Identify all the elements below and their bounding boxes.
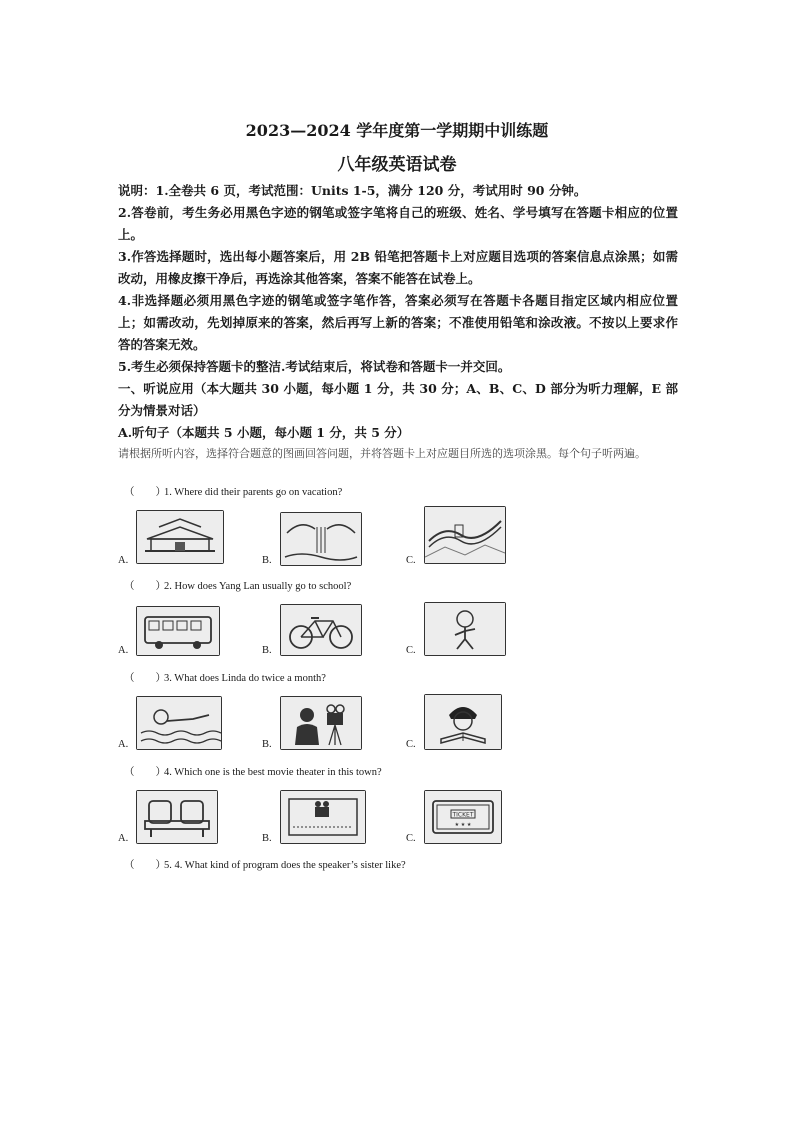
option-label[interactable]: A. [118,555,129,566]
option-label[interactable]: A. [118,833,129,844]
answer-bracket[interactable]: （ ） [124,487,166,498]
question-text: 2. How does Yang Lan usually go to school? [164,581,352,592]
option-label[interactable]: A. [118,645,129,656]
bus-icon[interactable] [136,606,220,656]
bicycle-icon[interactable] [280,604,362,656]
option-label[interactable]: B. [262,645,272,656]
instruction-1: 说明：1.全卷共 6 页，考试范围：Units 1-5，满分 120 分，考试用时 90 分钟。 [118,183,587,198]
instruction-4: 4.非选择题必须用黑色字迹的钢笔或签字笔作答，答案必须写在答题卡各题目指定区域内相应位置上；如需改动，先划掉原来的答案，然后再写上新的答案；不准使用铅笔和涂改液。不按以上要求作答的答案无效。 [118,293,678,352]
question-text: 3. What does Linda do twice a month? [164,673,326,684]
option-label[interactable]: C. [406,833,416,844]
option-label[interactable]: B. [262,833,272,844]
question-1 [124,484,342,499]
option-label[interactable]: C. [406,555,416,566]
question-4 [124,764,382,779]
part-a-heading: A.听句子（本题共 5 小题，每小题 1 分，共 5 分） [118,425,410,440]
question-2 [124,578,351,593]
question-text: 4. Which one is the best movie theater in this town? [164,767,382,778]
reading-boy-icon[interactable] [424,694,502,750]
option-label[interactable]: A. [118,739,129,750]
answer-bracket[interactable]: （ ） [124,673,166,684]
instruction-3: 3.作答选择题时，选出每小题答案后，用 2B 铅笔把答题卡上对应题目选项的答案信息点涂黑；如需改动，用橡皮擦干净后，再选涂其他答案，答案不能答在试卷上。 [118,249,678,286]
option-label[interactable]: C. [406,645,416,656]
option-label[interactable]: B. [262,555,272,566]
ticket-label: TICKET [452,811,474,819]
option-label[interactable]: B. [262,739,272,750]
waterfall-icon[interactable] [280,512,362,566]
walking-boy-icon[interactable] [424,602,506,656]
great-wall-icon[interactable] [424,506,506,564]
answer-bracket[interactable]: （ ） [124,860,166,871]
exam-title: 2023—2024 学年度第一学期期中训练题 [245,121,549,140]
cinema-seats-icon[interactable] [136,790,218,844]
instruction-2: 2.答卷前，考生务必用黑色字迹的钢笔或签字笔将自己的班级、姓名、学号填写在答题卡相应的位置上。 [118,205,678,242]
question-text: 5. 4. What kind of program does the speaker’s sister like? [164,860,406,871]
exam-subtitle: 八年级英语试卷 [337,155,457,175]
question-5 [124,857,406,872]
question-3 [124,670,326,685]
movie-camera-icon[interactable] [280,696,362,750]
svg-text:★ ★ ★: ★ ★ ★ [454,822,472,828]
part-a-note: 请根据所听内容，选择符合题意的图画回答问题，并将答题卡上对应题目所选的选项涂黑。每个句子听两遍。 [118,447,646,460]
swimming-icon[interactable] [136,696,222,750]
section-heading: 一、听说应用（本大题共 30 小题，每小题 1 分，共 30 分；A、B、C、D 部分为听力理解，E 部分为情景对话） [118,381,678,418]
film-screen-icon[interactable] [280,790,366,844]
tiananmen-icon[interactable] [136,510,224,564]
question-text: 1. Where did their parents go on vacation? [164,487,343,498]
ticket-icon[interactable] [424,790,502,844]
answer-bracket[interactable]: （ ） [124,767,166,778]
answer-bracket[interactable]: （ ） [124,581,166,592]
instruction-5: 5.考生必须保持答题卡的整洁.考试结束后，将试卷和答题卡一并交回。 [118,359,511,374]
option-label[interactable]: C. [406,739,416,750]
